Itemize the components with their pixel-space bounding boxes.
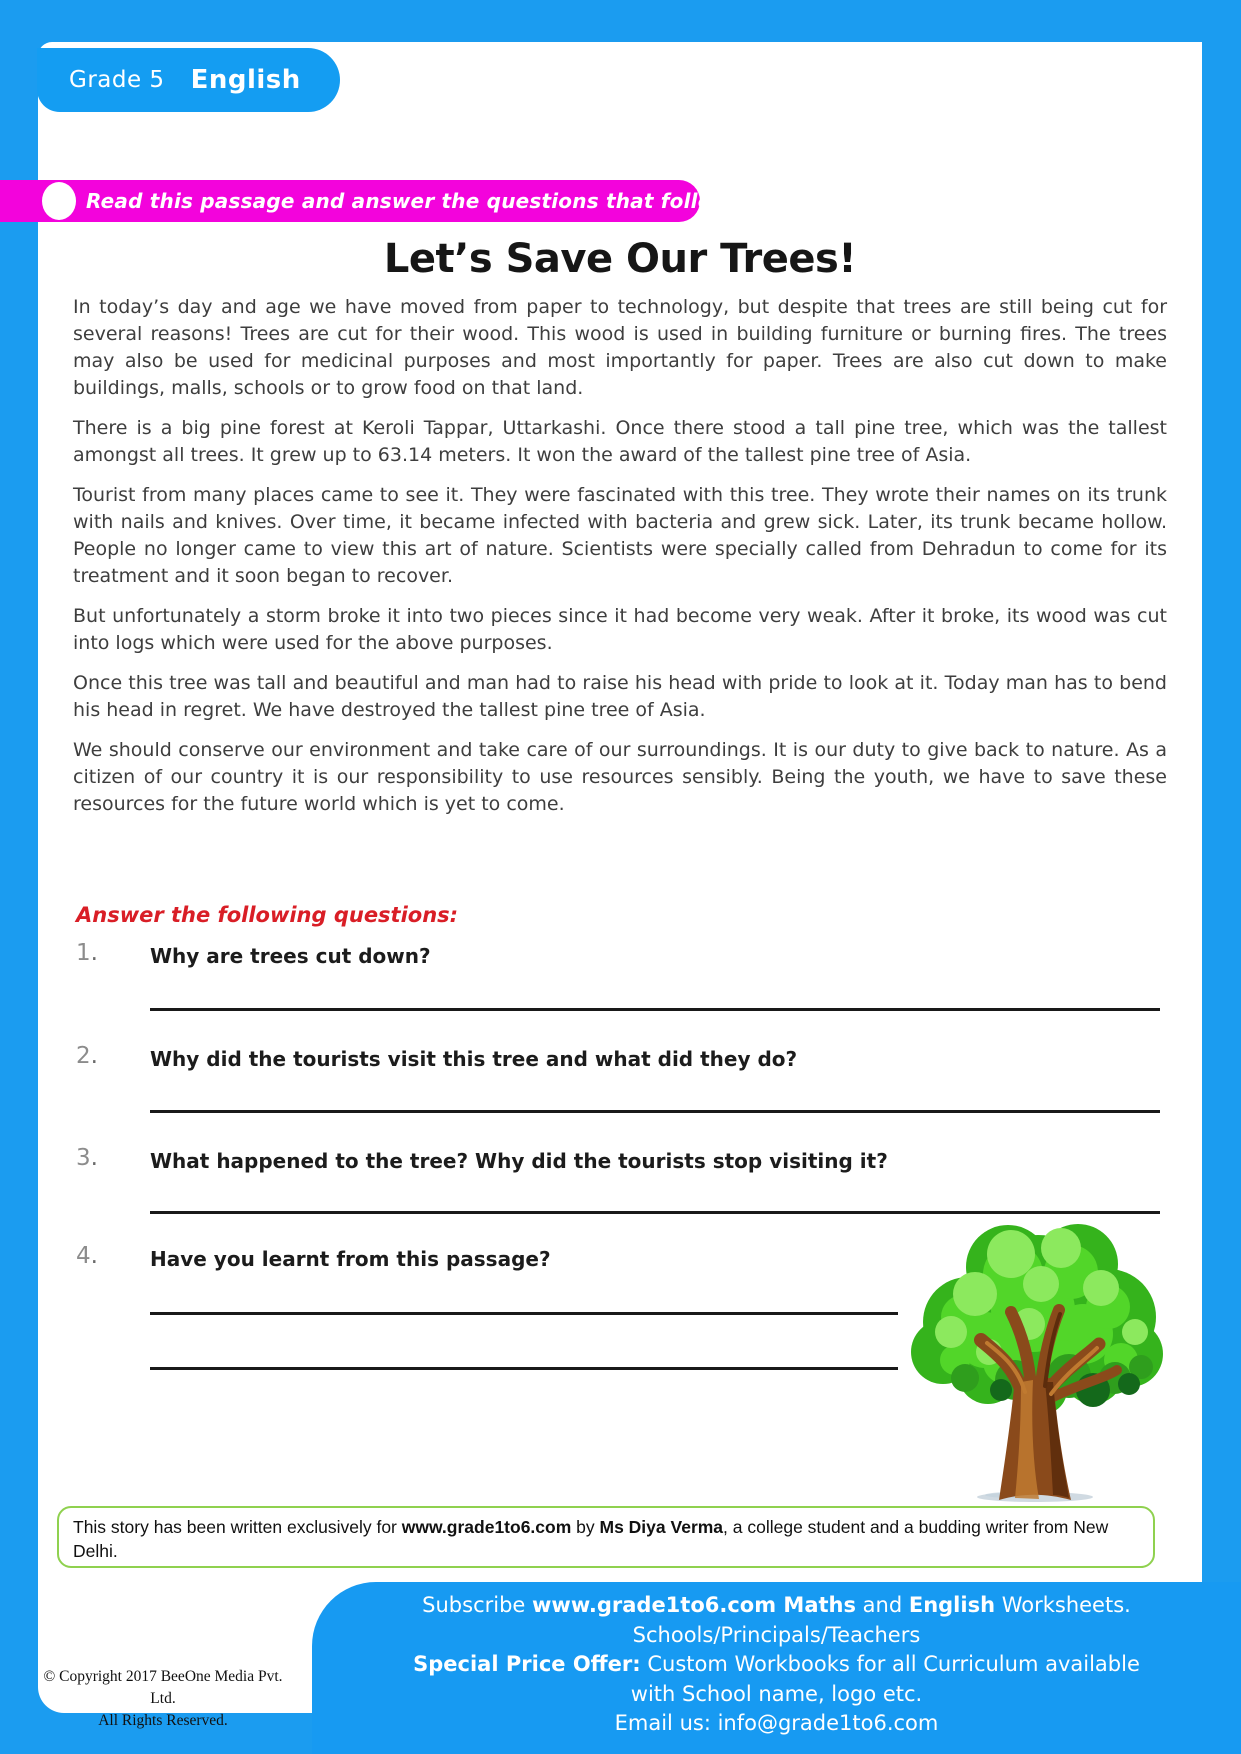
author-note-text: This story has been written exclusively for <box>73 1517 402 1537</box>
footer-audience-line: Schools/Principals/Teachers <box>632 1622 921 1647</box>
question-1-number: 1. <box>76 940 98 966</box>
page-title: Let’s Save Our Trees! <box>383 236 857 282</box>
answer-line <box>150 1008 1160 1011</box>
footer-email-line[interactable]: Email us: info@grade1to6.com <box>614 1711 939 1735</box>
passage-paragraph: There is a big pine forest at Keroli Tappar, Uttarkashi. Once there stood a tall pine tree, which was the tallest amongst all trees. It grew up to 63.14 meters. It won the award of the tallest pine tree of Asia. <box>73 417 1167 466</box>
tree-illustration <box>893 1212 1175 1504</box>
passage-paragraph: We should conserve our environment and take care of our surroundings. It is our duty to give back to nature. As a citizen of our country it is our responsibility to use resources sensibly. Being the youth, we have to save these resources for the future world which is yet to come. <box>73 739 1167 815</box>
grade-label: Grade 5 <box>69 67 165 93</box>
subject-label: English <box>190 65 301 95</box>
instruction-text: Read this passage and answer the questions that follows. <box>86 189 751 213</box>
footer-offer-line: Special Price Offer: Custom Workbooks for all Curriculum available <box>413 1652 1140 1676</box>
footer-promo <box>312 1582 1241 1754</box>
copyright-line2: All Rights Reserved. <box>98 1712 228 1729</box>
author-name: Ms Diya Verma <box>599 1517 724 1537</box>
footer-subscribe-line: Subscribe www.grade1to6.com Maths and English Worksheets. <box>422 1593 1131 1617</box>
passage-body <box>73 294 1167 831</box>
instruction-banner <box>0 180 751 222</box>
question-4-text: Have you learnt from this passage? <box>150 1247 551 1271</box>
question-3-text: What happened to the tree? Why did the tourists stop visiting it? <box>150 1149 888 1173</box>
footer-custom-line: with School name, logo etc. <box>630 1681 923 1706</box>
bullet-oval-icon <box>42 182 76 220</box>
copyright-notice <box>30 1666 296 1732</box>
question-1-text: Why are trees cut down? <box>150 944 431 968</box>
site-link[interactable]: www.grade1to6.com <box>401 1517 572 1537</box>
questions-heading: Answer the following questions: <box>76 903 459 927</box>
answer-line <box>150 1110 1160 1113</box>
author-note: This story has been written exclusively for www.grade1to6.com by Ms Diya Verma, a college student and a budding writer from New Delhi. <box>57 1506 1155 1568</box>
site-link[interactable]: www.grade1to6.com Maths <box>532 1593 856 1617</box>
passage-paragraph: In today’s day and age we have moved from paper to technology, but despite that trees are still being cut for several reasons! Trees are cut for their wood. This wood is used in building furniture or burning fires. The trees may also be used for medicinal purposes and most importantly for paper. Trees are also cut down to make buildings, malls, schools or to grow food on that land. <box>73 296 1167 399</box>
grade-subject-badge <box>37 48 340 112</box>
passage-paragraph: Tourist from many places came to see it. They were fascinated with this tree. They wrote their names on its trunk with nails and knives. Over time, it became infected with bacteria and grew sick. Later, its trunk became hollow. People no longer came to view this art of nature. Scientists were specially called from Dehradun to come for its treatment and it soon began to recover. <box>73 484 1167 587</box>
question-2-number: 2. <box>76 1043 98 1069</box>
answer-line <box>150 1312 898 1315</box>
answer-line <box>150 1367 898 1370</box>
question-4-number: 4. <box>76 1243 98 1269</box>
passage-paragraph: Once this tree was tall and beautiful and man had to raise his head with pride to look at it. Today man has to bend his head in regret. We have destroyed the tallest pine tree of Asia. <box>73 672 1167 721</box>
question-2-text: Why did the tourists visit this tree and what did they do? <box>150 1047 798 1071</box>
copyright-line1: © Copyright 2017 BeeOne Media Pvt. Ltd. <box>43 1668 283 1707</box>
question-3-number: 3. <box>76 1145 98 1171</box>
passage-paragraph: But unfortunately a storm broke it into two pieces since it had become very weak. After it broke, its wood was cut into logs which were used for the above purposes. <box>73 605 1167 654</box>
